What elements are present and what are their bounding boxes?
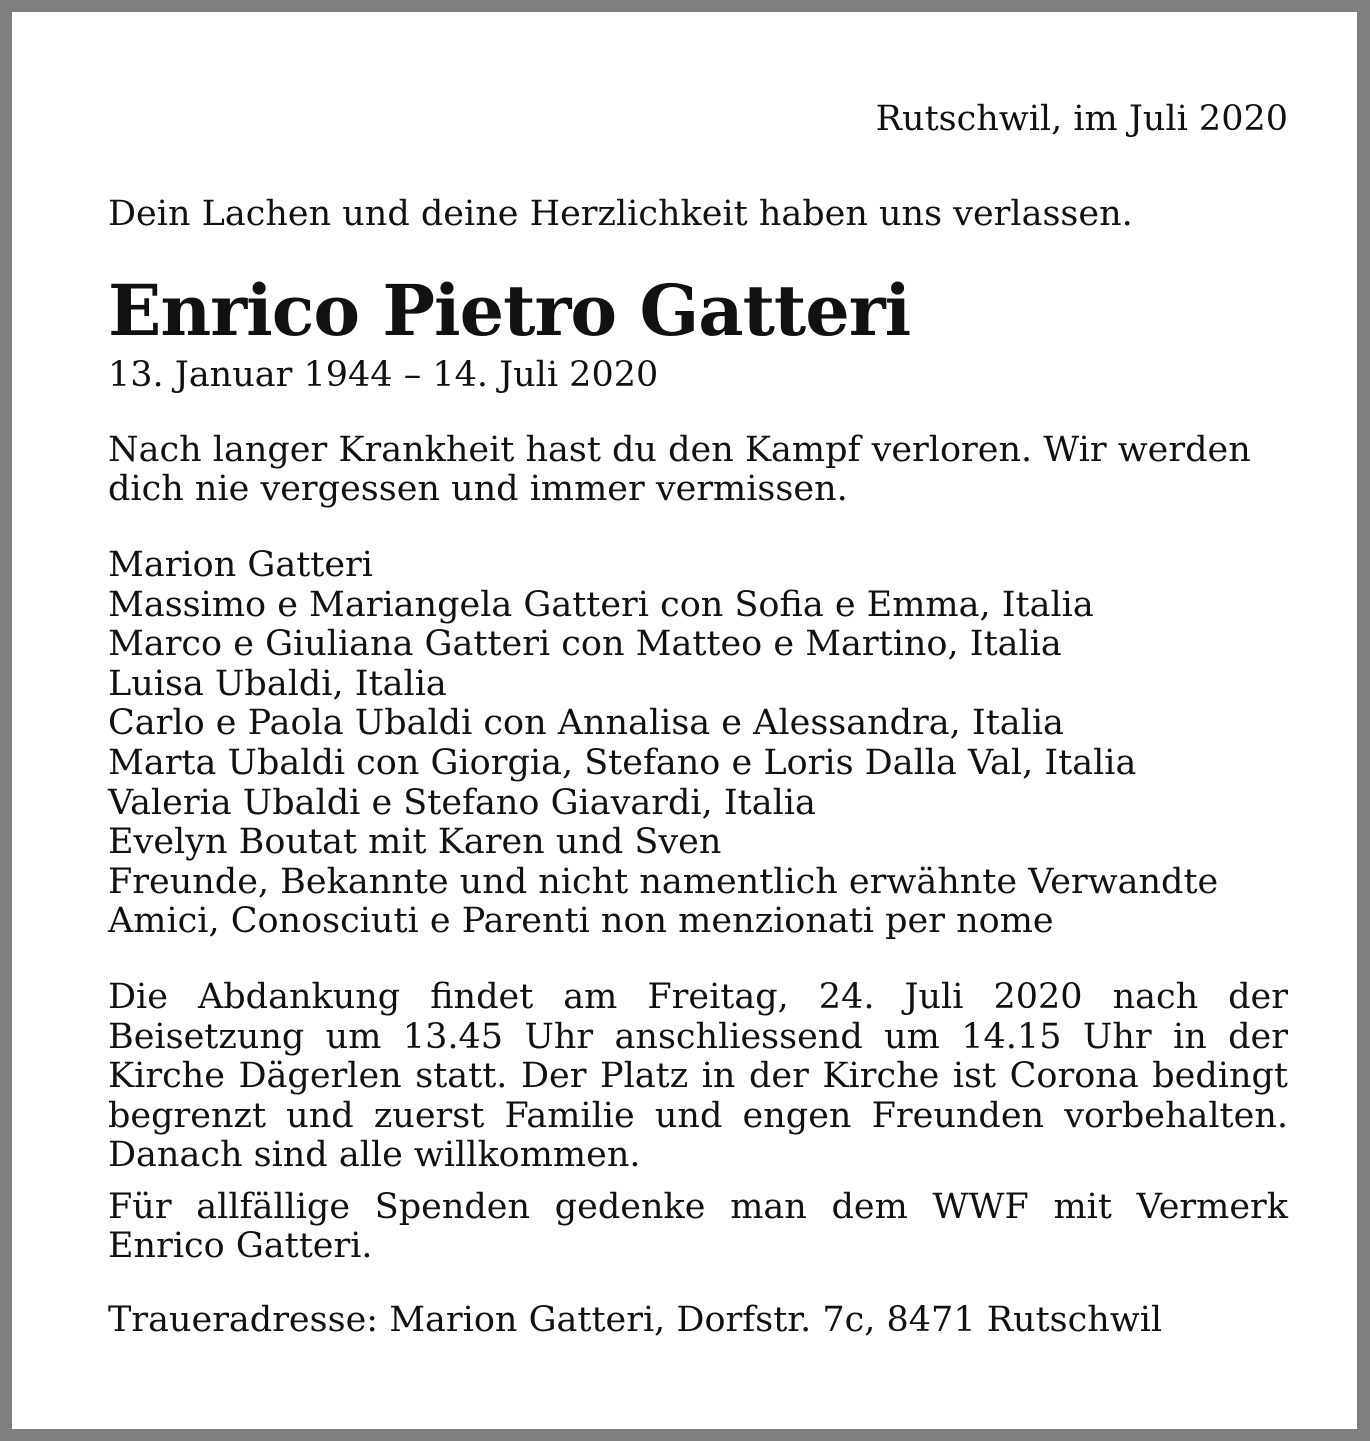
mourning-address: Traueradresse: Marion Gatteri, Dorfstr. 7c, 8471 Rutschwil bbox=[108, 1300, 1163, 1341]
intro-line: Dein Lachen und deine Herzlichkeit haben uns verlassen. bbox=[108, 193, 1133, 234]
mourner-entry: Freunde, Bekannte und nicht namentlich erwähnte Verwandte bbox=[108, 861, 1219, 902]
service-details: Die Abdankung findet am Freitag, 24. Juli 2020 nach der Beisetzung um 13.45 Uhr anschliessend um 14.15 Uhr in der Kirche Dägerlen statt. Der Platz in der Kirche ist Corona bedingt begrenzt und zuerst Familie und engen Freunden vorbehalten. Danach sind alle willkommen. bbox=[108, 976, 1288, 1176]
obituary-notice bbox=[108, 100, 1288, 1341]
mourner-entry: Luisa Ubaldi, Italia bbox=[108, 663, 447, 704]
mourner-entry: Evelyn Boutat mit Karen und Sven bbox=[108, 822, 722, 863]
mourner-entry: Valeria Ubaldi e Stefano Giavardi, Italia bbox=[108, 782, 816, 823]
mourner-entry: Carlo e Paola Ubaldi con Annalisa e Alessandra, Italia bbox=[108, 703, 1064, 744]
mourner-entry: Massimo e Mariangela Gatteri con Sofia e Emma, Italia bbox=[108, 584, 1094, 625]
mourners-list bbox=[108, 546, 1288, 942]
place-date: Rutschwil, im Juli 2020 bbox=[875, 99, 1288, 139]
mourner-entry: Marion Gatteri bbox=[108, 544, 373, 585]
life-dates: 13. Januar 1944 – 14. Juli 2020 bbox=[108, 355, 659, 396]
mourner-entry: Amici, Conosciuti e Parenti non menzionati per nome bbox=[108, 901, 1054, 942]
mourner-entry: Marco e Giuliana Gatteri con Matteo e Martino, Italia bbox=[108, 624, 1062, 665]
donation-note: Für allfällige Spenden gedenke man dem WWF mit Vermerk Enrico Gatteri. bbox=[108, 1186, 1288, 1267]
mourner-entry: Marta Ubaldi con Giorgia, Stefano e Loris Dalla Val, Italia bbox=[108, 742, 1137, 783]
deceased-name: Enrico Pietro Gatteri bbox=[108, 269, 911, 353]
farewell-message: Nach langer Krankheit hast du den Kampf verloren. Wir werden dich nie vergessen und immer vermissen. bbox=[108, 429, 1251, 510]
